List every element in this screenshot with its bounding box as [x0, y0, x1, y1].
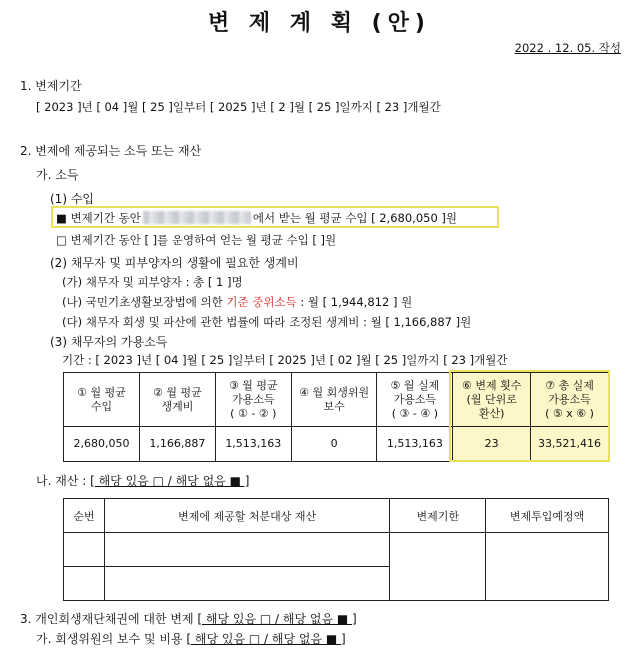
empty-cell: [486, 533, 609, 601]
property-table: [63, 498, 609, 601]
value-monthly-living-cost: 1,166,887: [139, 427, 215, 462]
value-monthly-income: 2,680,050: [64, 427, 140, 462]
section3-value: [ 해당 있음 □ / 해당 없음 ■ ]: [197, 612, 357, 626]
value-total-available: 33,521,416: [531, 427, 609, 462]
monthly-income-prefix: ■ 변제기간 동안: [56, 211, 141, 225]
available-income-table: [63, 372, 609, 462]
available-income-period: 기간 : [ 2023 ]년 [ 04 ]월 [ 25 ]일부터 [ 2025 ]년 [ 02 ]월 [ 25 ]일까지 [ 23 ]개월간: [62, 353, 508, 367]
header-monthly-living-cost: ② 월 평균 생계비: [139, 373, 215, 427]
value-monthly-available: 1,513,163: [215, 427, 291, 462]
header-planned-amount: 변제투입예정액: [486, 499, 609, 533]
property-line: [36, 472, 249, 489]
median-income-prefix: (나) 국민기초생활보장법에 의한: [62, 295, 227, 309]
header-monthly-available: ③ 월 평균 가용소득 ( ① - ② ): [215, 373, 291, 427]
table-row: [64, 427, 609, 462]
empty-cell: [390, 533, 486, 601]
table-header-row: [64, 499, 609, 533]
header-trustee-fee: ④ 월 회생위원 보수: [291, 373, 377, 427]
monthly-income-suffix: 에서 받는 월 평균 수입 [ 2,680,050 ]원: [252, 211, 458, 225]
section3-heading: [20, 610, 357, 627]
trustee-fee-value: [ 해당 있음 □ / 해당 없음 ■ ]: [186, 632, 346, 646]
section1-heading: 1. 변제기간: [20, 79, 82, 93]
value-actual-available: 1,513,163: [377, 427, 453, 462]
header-monthly-income: ① 월 평균 수입: [64, 373, 140, 427]
header-property: 변제에 제공할 처분대상 재산: [104, 499, 389, 533]
median-income-value: : 월 [ 1,944,812 ] 원: [296, 295, 413, 309]
median-income-keyword: 기준 중위소득: [226, 295, 297, 309]
header-repayment-count: ⑥ 변제 횟수 (월 단위로 환산): [453, 373, 531, 427]
monthly-income-line: [51, 206, 499, 228]
table-row: [64, 533, 609, 567]
header-total-available: ⑦ 총 실제 가용소득 ( ⑤ x ⑥ ): [531, 373, 609, 427]
table-header-row: [64, 373, 609, 427]
available-income-heading: (3) 채무자의 가용소득: [50, 335, 168, 349]
median-income-line: [62, 294, 412, 310]
revenue-heading: (1) 수입: [50, 192, 94, 206]
value-repayment-count: 23: [453, 427, 531, 462]
header-deadline: 변제기한: [390, 499, 486, 533]
header-seq: 순번: [64, 499, 105, 533]
dependents-line: (가) 채무자 및 피부양자 : 총 [ 1 ]명: [62, 275, 243, 289]
trustee-fee-line: [36, 630, 346, 647]
trustee-fee-label: 가. 회생위원의 보수 및 비용: [36, 632, 187, 646]
property-label: 나. 재산 :: [36, 474, 91, 488]
living-cost-heading: (2) 채무자 및 피부양자의 생활에 필요한 생계비: [50, 256, 299, 270]
empty-cell: [64, 567, 105, 601]
employer-redacted: [143, 211, 251, 224]
property-value: [ 해당 있음 □ / 해당 없음 ■ ]: [90, 474, 250, 488]
value-trustee-fee: 0: [291, 427, 377, 462]
empty-cell: [104, 533, 389, 567]
empty-cell: [104, 567, 389, 601]
income-subheading: 가. 소득: [36, 168, 79, 182]
header-actual-available: ⑤ 월 실제 가용소득 ( ③ - ④ ): [377, 373, 453, 427]
written-date: 2022 . 12. 05. 작성: [514, 41, 621, 55]
empty-cell: [64, 533, 105, 567]
document-title: 변 제 계 획 (안): [207, 11, 431, 36]
adjusted-living-cost-line: (다) 채무자 회생 및 파산에 관한 법률에 따라 조정된 생계비 : 월 [ 1,166,887 ]원: [62, 315, 472, 329]
section2-heading: 2. 변제에 제공되는 소득 또는 재산: [20, 144, 202, 158]
business-income-line: □ 변제기간 동안 [ ]를 운영하여 얻는 월 평균 수입 [ ]원: [56, 233, 337, 247]
repayment-period: [ 2023 ]년 [ 04 ]월 [ 25 ]일부터 [ 2025 ]년 [ 2 ]월 [ 25 ]일까지 [ 23 ]개월간: [36, 100, 441, 114]
section3-label: 3. 개인회생재단채권에 대한 변제: [20, 612, 198, 626]
